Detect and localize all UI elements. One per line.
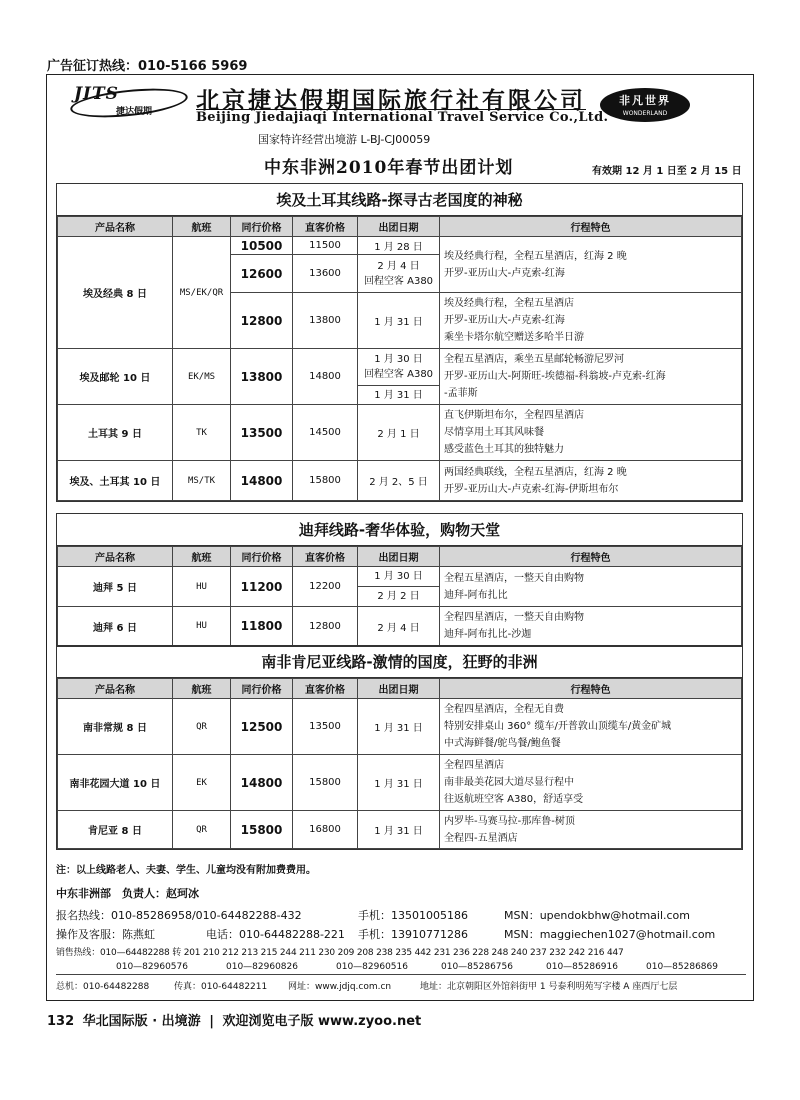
feature-cell: [440, 755, 742, 811]
feature-line: 全程四星酒店，一整天自由购物: [444, 612, 584, 623]
product-name: 埃及经典 8 日: [58, 237, 173, 349]
flight: MS/TK: [173, 461, 231, 501]
date-line: 2 月 2 日: [377, 590, 420, 602]
section-title: 南非肯尼亚线路-激情的国度，狂野的非洲: [57, 646, 742, 678]
peer-price: 11800: [231, 607, 293, 646]
tour-table: [57, 216, 742, 501]
service-contact: 操作及客服：陈燕虹: [56, 928, 155, 941]
date-line: 1 月 30 日: [374, 354, 423, 365]
table-row: [58, 755, 742, 811]
flight: MS/EK/QR: [173, 237, 231, 349]
feature-cell: [440, 699, 742, 755]
feature-cell: [440, 461, 742, 501]
header-date: 出团日期: [358, 547, 440, 567]
feature-line: 全程五星酒店，一整天自由购物: [444, 572, 584, 584]
sales-numbers: [56, 960, 746, 974]
wonderland-logo-en: WONDERLAND: [622, 110, 668, 117]
table-row: [58, 607, 742, 646]
wonderland-logo-cn: 非凡世界: [619, 94, 671, 107]
signup-hotline: 报名热线：010-85286958/010-64482288-432: [56, 909, 302, 922]
logo-jits-text: JITS: [74, 84, 119, 104]
phone-number: 电话：010-64482288-221: [206, 928, 345, 941]
feature-cell: [440, 293, 742, 349]
header-flight: 航班: [173, 547, 231, 567]
product-name: 迪拜 5 日: [58, 567, 173, 607]
feature-line: 尽情享用土耳其风味餐: [444, 427, 544, 438]
flight: QR: [173, 699, 231, 755]
fax: 传真：010-64482211: [174, 982, 268, 992]
table-row: [58, 405, 742, 461]
peer-price: 12500: [231, 699, 293, 755]
feature-line: 全程四-五星酒店: [444, 832, 518, 844]
product-name: 土耳其 9 日: [58, 405, 173, 461]
sales-number: 010—82960516: [336, 962, 408, 972]
direct-price: 14500: [293, 405, 358, 461]
depart-date: 1 月 31 日: [358, 293, 440, 349]
feature-cell: [440, 405, 742, 461]
table-row: [58, 699, 742, 755]
header-peer-price: 同行价格: [231, 547, 293, 567]
feature-line: 迪拜-阿布扎比: [444, 589, 508, 601]
header-name: 产品名称: [58, 547, 173, 567]
sales-number: 010—82960826: [226, 962, 298, 972]
feature-line: 南非最美花园大道尽显行程中: [444, 777, 574, 788]
jits-logo: [70, 84, 188, 126]
mobile-number: 手机：13910771286: [358, 928, 468, 941]
feature-cell: [440, 811, 742, 849]
peer-price: 13500: [231, 405, 293, 461]
header-date: 出团日期: [358, 217, 440, 237]
direct-price: 13600: [293, 255, 358, 293]
direct-price: 12800: [293, 607, 358, 646]
header-peer-price: 同行价格: [231, 217, 293, 237]
feature-line: 开罗-亚历山大-卢克索-红海: [444, 267, 565, 279]
tour-table: [57, 546, 742, 646]
feature-line: 乘坐卡塔尔航空赠送多哈半日游: [444, 332, 584, 343]
peer-price: 12600: [231, 255, 293, 293]
header-name: 产品名称: [58, 217, 173, 237]
depart-date: 1 月 31 日: [358, 699, 440, 755]
depart-date: 1 月 31 日: [358, 811, 440, 849]
plan-title: 中东非洲2010年春节出团计划: [264, 158, 514, 178]
feature-cell: [440, 567, 742, 607]
sales-number: 010—82960576: [116, 962, 188, 972]
direct-price: 13800: [293, 293, 358, 349]
direct-price: 11500: [293, 237, 358, 255]
ad-hotline: 广告征订热线：010-5166 5969: [47, 59, 248, 74]
direct-price: 14800: [293, 349, 358, 405]
feature-line: 感受蓝色土耳其的独特魅力: [444, 444, 564, 455]
peer-price: 15800: [231, 811, 293, 849]
department-head: 中东非洲部 负责人：赵珂冰: [56, 887, 199, 900]
feature-line: 埃及经典行程，全程五星酒店: [444, 298, 574, 309]
flight: HU: [173, 607, 231, 646]
date-line: 回程空客 A380: [363, 369, 434, 380]
table-header-row: [58, 547, 742, 567]
date-line: 1 月 30 日: [358, 568, 439, 587]
feature-line: 特别安排桌山 360° 缆车/开普敦山顶缆车/黄金矿城: [444, 721, 672, 732]
product-name: 肯尼亚 8 日: [58, 811, 173, 849]
address: 地址：北京朝阳区外馆斜街甲 1 号泰利明苑写字楼 A 座西厅七层: [420, 982, 678, 992]
peer-price: 13800: [231, 349, 293, 405]
depart-date: [358, 255, 440, 293]
page-number: 132: [47, 1014, 75, 1029]
table-header-row: [58, 679, 742, 699]
table-row: [58, 567, 742, 607]
feature-line: 开罗-亚历山大-卢克索-红海: [444, 315, 565, 326]
sales-number: 010—85286869: [646, 962, 718, 972]
header-feature: 行程特色: [440, 679, 742, 699]
header-direct-price: 直客价格: [293, 547, 358, 567]
header-direct-price: 直客价格: [293, 217, 358, 237]
peer-price: 14800: [231, 461, 293, 501]
mobile-number: 手机：13501005186: [358, 909, 468, 922]
validity-period: 有效期 12 月 1 日至 2 月 15 日: [592, 166, 742, 177]
publication-name: 华北国际版 · 出境游: [82, 1014, 201, 1029]
feature-line: 全程四星酒店: [444, 760, 504, 771]
header-flight: 航班: [173, 217, 231, 237]
feature-line: 两国经典联线，全程五星酒店，红海 2 晚: [444, 466, 627, 478]
browse-link[interactable]: 欢迎浏览电子版 www.zyoo.net: [222, 1014, 422, 1029]
flight: QR: [173, 811, 231, 849]
company-name-en: Beijing Jiedajiaqi International Travel Service Co.,Ltd.: [196, 110, 609, 125]
feature-line: 直飞伊斯坦布尔，全程四星酒店: [444, 410, 584, 421]
depart-date: 1 月 28 日: [358, 237, 440, 255]
sales-number: 010—85286916: [546, 962, 618, 972]
product-name: 南非常规 8 日: [58, 699, 173, 755]
feature-cell: [440, 349, 742, 405]
product-name: 埃及邮轮 10 日: [58, 349, 173, 405]
product-name: 迪拜 6 日: [58, 607, 173, 646]
header-feature: 行程特色: [440, 547, 742, 567]
peer-price: 10500: [231, 237, 293, 255]
header-feature: 行程特色: [440, 217, 742, 237]
wonderland-logo: [600, 88, 690, 122]
depart-date: 2 月 4 日: [358, 607, 440, 646]
header-peer-price: 同行价格: [231, 679, 293, 699]
date-line: 2 月 4 日: [377, 260, 420, 272]
depart-date: 1 月 31 日: [358, 755, 440, 811]
logo-jd-text: 捷达假期: [116, 107, 153, 117]
feature-cell: [440, 237, 742, 293]
peer-price: 11200: [231, 567, 293, 607]
direct-price: 12200: [293, 567, 358, 607]
company-name-cn: 北京捷达假期国际旅行社有限公司: [196, 87, 586, 114]
feature-line: 埃及经典行程，全程五星酒店，红海 2 晚: [444, 250, 627, 262]
table-row: [58, 811, 742, 849]
feature-cell: [440, 607, 742, 646]
feature-line: 中式海鲜餐/鸵鸟餐/鲍鱼餐: [444, 738, 561, 749]
section-title: 埃及土耳其线路-探寻古老国度的神秘: [57, 184, 742, 216]
feature-line: 往返航班空客 A380，舒适享受: [444, 794, 584, 805]
peer-price: 12800: [231, 293, 293, 349]
section-egypt-turkey: [56, 183, 743, 502]
direct-price: 15800: [293, 461, 358, 501]
date-group: [358, 349, 439, 386]
msn-address: MSN：upendokbhw@hotmail.com: [504, 909, 691, 922]
license-number: 国家特许经营出境游 L-BJ-CJ00059: [258, 133, 431, 146]
feature-line: 开罗-亚历山大-卢克索-红海-伊斯坦布尔: [444, 483, 619, 495]
switchboard: 总机：010-64482288: [56, 982, 150, 992]
feature-line: 全程四星酒店，全程无自费: [444, 704, 564, 715]
sales-hotlines: [56, 946, 746, 974]
section-dubai: [56, 513, 743, 647]
depart-date: [358, 567, 440, 607]
product-name: 南非花园大道 10 日: [58, 755, 173, 811]
header-flight: 航班: [173, 679, 231, 699]
msn-address: MSN：maggiechen1027@hotmail.com: [504, 928, 716, 941]
table-row: [58, 237, 742, 255]
feature-line: 全程五星酒店，乘坐五星邮轮畅游尼罗河: [444, 354, 624, 365]
website: 网址：www.jdjq.com.cn: [288, 982, 392, 992]
date-line: 1 月 31 日: [374, 389, 423, 401]
date-line: 回程空客 A380: [363, 275, 434, 287]
direct-price: 15800: [293, 755, 358, 811]
footnote: 注：以上线路老人、夫妻、学生、儿童均没有附加费费用。: [56, 865, 316, 876]
direct-price: 16800: [293, 811, 358, 849]
table-row: [58, 461, 742, 501]
header-direct-price: 直客价格: [293, 679, 358, 699]
feature-line: 内罗毕-马赛马拉-那库鲁-树顶: [444, 815, 575, 827]
sales-line: 销售热线：010—64482288 转 201 210 212 213 215 244 211 230 209 208 238 235 442 231 236 228 248 240 237 232 242 216 447: [56, 948, 624, 958]
peer-price: 14800: [231, 755, 293, 811]
depart-date: 2 月 1 日: [358, 405, 440, 461]
section-title: 迪拜线路-奢华体验，购物天堂: [57, 514, 742, 546]
depart-date: 2 月 2、5 日: [358, 461, 440, 501]
section-south-africa-kenya: [56, 645, 743, 850]
direct-price: 13500: [293, 699, 358, 755]
page-footer: [47, 1010, 425, 1029]
table-header-row: [58, 217, 742, 237]
feature-line: -孟菲斯: [444, 388, 478, 399]
footer-divider: [56, 974, 746, 975]
header-name: 产品名称: [58, 679, 173, 699]
tour-table: [57, 678, 742, 849]
header-date: 出团日期: [358, 679, 440, 699]
flight: EK/MS: [173, 349, 231, 405]
flight: HU: [173, 567, 231, 607]
table-row: [58, 349, 742, 405]
flight: EK: [173, 755, 231, 811]
depart-date: [358, 349, 440, 405]
sales-number: 010—85286756: [441, 962, 513, 972]
separator: |: [209, 1014, 214, 1029]
product-name: 埃及、土耳其 10 日: [58, 461, 173, 501]
feature-line: 迪拜-阿布扎比-沙迦: [444, 629, 532, 640]
flight: TK: [173, 405, 231, 461]
feature-line: 开罗-亚历山大-阿斯旺-埃德福-科翁坡-卢克索-红海: [444, 371, 666, 382]
